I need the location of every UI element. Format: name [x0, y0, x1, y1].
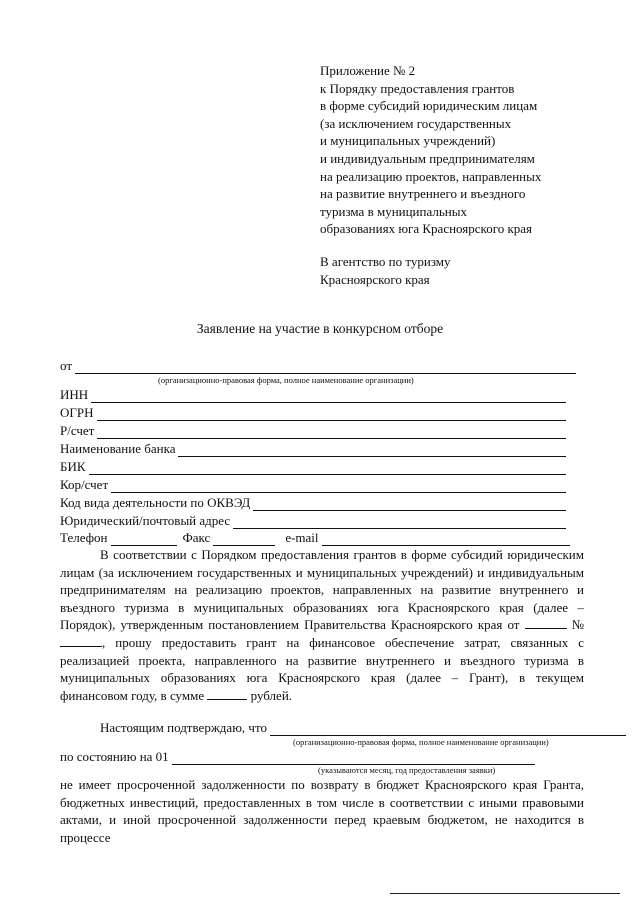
bank-line[interactable] [178, 443, 566, 457]
paragraph-text: , прошу предоставить грант на финансовое обеспечение затрат, связанных с реализацией проекта, направленного на развитие внутреннего и въездного туризма в муниципальных образованиях юга Красноярского края (далее – Грант), в текущем финансовом году, в сумме [60, 634, 584, 703]
annex-line: в форме субсидий юридическим лицам [320, 98, 538, 114]
confirm-label: Настоящим подтверждаю, что [100, 720, 267, 735]
email-label: e-mail [285, 530, 319, 545]
paragraph-text: рублей. [250, 687, 293, 703]
inn-field[interactable] [60, 386, 566, 403]
ogrn-label: ОГРН [60, 405, 94, 420]
annex-header [320, 62, 620, 238]
account-label: Р/счет [60, 423, 95, 438]
as-of-field[interactable] [60, 748, 535, 765]
paragraph-text: не имеет просроченной задолженности по возврату в бюджет Красноярского края Гранта, бюджетных инвестиций, предоставленных в том числе в соответствии с иными правовыми актами, и иной просроченной задолженности перед краевым бюджетом, не находится в процессе [60, 777, 584, 845]
okved-label: Код вида деятельности по ОКВЭД [60, 495, 251, 510]
from-field[interactable] [60, 357, 576, 374]
okved-line[interactable] [253, 497, 566, 511]
from-caption: (организационно-правовая форма, полное наименование организации) [158, 375, 414, 385]
corr-account-line[interactable] [111, 479, 566, 493]
phone-line[interactable] [111, 532, 177, 546]
decree-number-label: № [571, 617, 584, 633]
fax-line[interactable] [213, 532, 275, 546]
corr-account-field[interactable] [60, 476, 566, 493]
address-field[interactable] [60, 512, 566, 529]
annex-line: на развитие внутреннего и въездного [320, 186, 526, 202]
decree-date-line[interactable] [525, 616, 567, 629]
recipient-block [320, 253, 451, 288]
address-label: Юридический/почтовый адрес [60, 513, 231, 528]
bik-line[interactable] [89, 461, 566, 475]
page-bottom-rule [390, 893, 620, 894]
application-paragraph [60, 546, 584, 704]
annex-line: (за исключением государственных [320, 115, 512, 131]
bank-field[interactable] [60, 440, 566, 457]
annex-line: и индивидуальным предпринимателям [320, 150, 535, 166]
as-of-line[interactable] [172, 751, 535, 765]
confirm-field[interactable] [100, 719, 626, 736]
annex-line: туризма в муниципальных [320, 203, 467, 219]
annex-line: к Порядку предоставления грантов [320, 80, 515, 96]
confirm-line[interactable] [270, 722, 626, 736]
annex-line: на реализацию проектов, направленных [320, 168, 542, 184]
account-field[interactable] [60, 422, 566, 439]
annex-line: Приложение № 2 [320, 63, 416, 78]
debt-paragraph [60, 776, 584, 846]
contacts-field[interactable] [60, 529, 570, 546]
paragraph-text: В соответствии с Порядком предоставления грантов в форме субсидий юридическим лицам (за исключением государственных и муниципальных учреждений) и индивидуальным предпринимателям на реализацию проектов, направленных на развитие внутреннего и въездного туризма в муниципальных образованиях юга Красноярского края (далее – Порядок), утвержденным постановлением Правительства Красноярского края от [60, 547, 584, 633]
phone-label: Телефон [60, 530, 108, 545]
inn-line[interactable] [91, 389, 566, 403]
okved-field[interactable] [60, 494, 566, 511]
address-line[interactable] [233, 515, 566, 529]
fax-label: Факс [182, 530, 211, 545]
confirm-caption: (организационно-правовая форма, полное наименование организации) [293, 737, 549, 747]
ogrn-line[interactable] [97, 407, 566, 421]
document-title: Заявление на участие в конкурсном отборе [196, 321, 444, 336]
bank-label: Наименование банка [60, 441, 176, 456]
recipient-line: В агентство по туризму [320, 254, 451, 269]
annex-line: и муниципальных учреждений) [320, 133, 496, 149]
decree-number-line[interactable] [60, 634, 102, 647]
from-label: от [60, 358, 73, 373]
bik-field[interactable] [60, 458, 566, 475]
account-line[interactable] [97, 425, 566, 439]
ogrn-field[interactable] [60, 404, 566, 421]
recipient-line: Красноярского края [320, 271, 430, 287]
inn-label: ИНН [60, 387, 89, 402]
annex-line: образованиях юга Красноярского края [320, 221, 533, 237]
grant-amount-line[interactable] [207, 687, 247, 700]
corr-account-label: Кор/счет [60, 477, 109, 492]
bik-label: БИК [60, 459, 86, 474]
from-line[interactable] [75, 360, 576, 374]
as-of-caption: (указываются месяц, год предоставления заявки) [318, 765, 496, 775]
as-of-label: по состоянию на 01 [60, 749, 169, 764]
email-line[interactable] [322, 532, 570, 546]
